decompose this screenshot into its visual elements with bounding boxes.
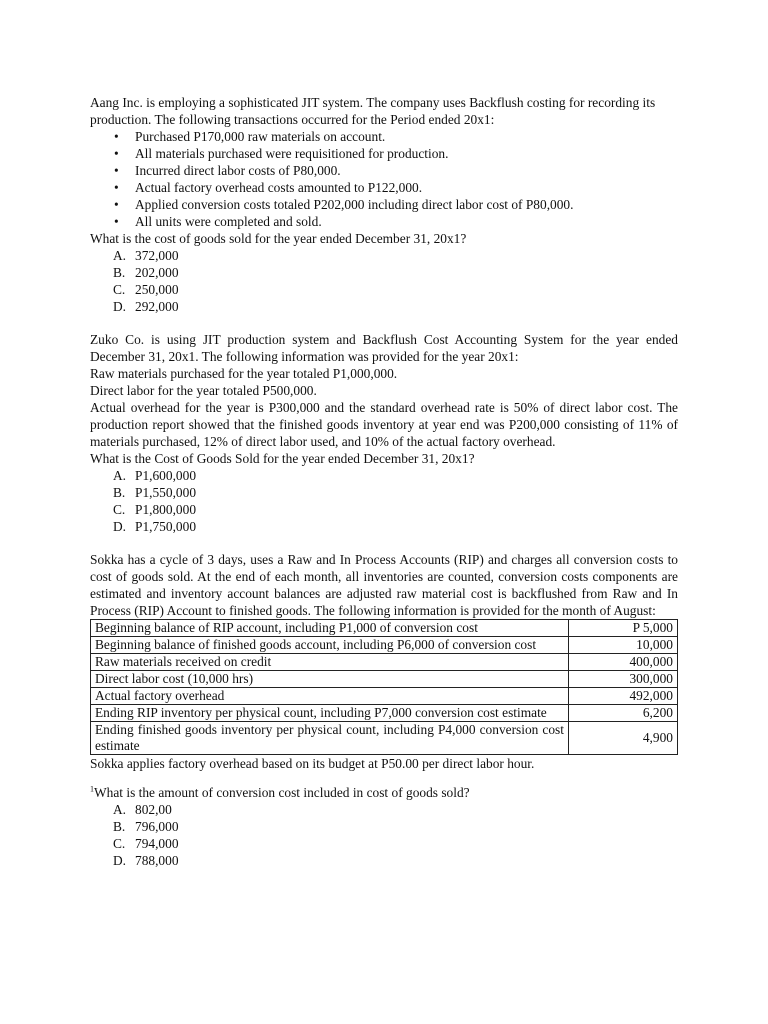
table-row: [91, 620, 678, 637]
footnote-marker: 1: [90, 784, 94, 794]
table-cell-label: Raw materials received on credit: [91, 654, 569, 671]
choice-text: P1,600,000: [135, 468, 197, 483]
choice-letter: B.: [113, 485, 126, 500]
choice-b: [90, 264, 678, 281]
choice-d: [90, 298, 678, 315]
choice-b: [90, 818, 678, 835]
choice-letter: C.: [113, 836, 126, 851]
q2-choices: [90, 467, 678, 535]
q3-choices: [90, 801, 678, 869]
list-item: • Actual factory overhead costs amounted to P122,000.: [90, 179, 678, 196]
list-item: • All materials purchased were requisitioned for production.: [90, 145, 678, 162]
table-cell-label: Ending RIP inventory per physical count, including P7,000 conversion cost estimate: [91, 705, 569, 722]
table-row: [91, 654, 678, 671]
table-cell-amount: 10,000: [569, 637, 678, 654]
table-cell-label: Actual factory overhead: [91, 688, 569, 705]
table-cell-label: Ending finished goods inventory per physical count, including P4,000 conversion cost estimate: [91, 722, 569, 755]
spacer: [90, 535, 678, 551]
table-row: [91, 671, 678, 688]
choice-letter: A.: [113, 248, 127, 263]
q1-question: What is the cost of goods sold for the year ended December 31, 20x1?: [90, 231, 467, 246]
choice-letter: B.: [113, 265, 126, 280]
document-page: [90, 94, 678, 869]
choice-text: 202,000: [135, 265, 179, 280]
q2-intro: Zuko Co. is using JIT production system and Backflush Cost Accounting System for the year ended December 31, 20x1. The following information was provided for the year 20x1:: [90, 332, 678, 364]
table-cell-label: Beginning balance of RIP account, including P1,000 of conversion cost: [91, 620, 569, 637]
list-item: • Applied conversion costs totaled P202,000 including direct labor cost of P80,000.: [90, 196, 678, 213]
choice-letter: D.: [113, 299, 127, 314]
choice-a: [90, 467, 678, 484]
list-item: • All units were completed and sold.: [90, 213, 678, 230]
choice-text: 292,000: [135, 299, 179, 314]
list-item: • Purchased P170,000 raw materials on account.: [90, 128, 678, 145]
table-cell-amount: 4,900: [569, 722, 678, 755]
choice-letter: C.: [113, 502, 126, 517]
choice-text: P1,800,000: [135, 502, 197, 517]
q2-materials: Raw materials purchased for the year totaled P1,000,000.: [90, 366, 398, 381]
q1-transaction-list: [90, 128, 678, 230]
choice-letter: A.: [113, 468, 127, 483]
choice-d: [90, 518, 678, 535]
table-cell-amount: 400,000: [569, 654, 678, 671]
q3-intro: Sokka has a cycle of 3 days, uses a Raw and In Process Accounts (RIP) and charges all conversion costs to cost of goods sold. At the end of each month, all inventories are counted, conversion costs components are estimated and inventory account balances are adjusted raw material cost is backflushed from Raw and In Process (RIP) Account to finished goods. The following information is provided for the month of August:: [90, 552, 678, 618]
choice-a: [90, 247, 678, 264]
choice-c: [90, 835, 678, 852]
choice-text: 802,00: [135, 802, 172, 817]
choice-c: [90, 281, 678, 298]
table-cell-amount: P 5,000: [569, 620, 678, 637]
table-cell-label: Beginning balance of finished goods account, including P6,000 of conversion cost: [91, 637, 569, 654]
table-row: [91, 688, 678, 705]
spacer: [90, 315, 678, 331]
choice-b: [90, 484, 678, 501]
table-cell-label: Direct labor cost (10,000 hrs): [91, 671, 569, 688]
table-row: [91, 722, 678, 755]
choice-a: [90, 801, 678, 818]
q2-question: What is the Cost of Goods Sold for the year ended December 31, 20x1?: [90, 451, 475, 466]
table-row: [91, 637, 678, 654]
q3-data-table: [90, 619, 678, 755]
question-3: [90, 551, 678, 869]
table-cell-amount: 6,200: [569, 705, 678, 722]
question-2: [90, 331, 678, 535]
choice-letter: D.: [113, 519, 127, 534]
choice-text: 250,000: [135, 282, 179, 297]
choice-letter: A.: [113, 802, 127, 817]
choice-letter: B.: [113, 819, 126, 834]
q3-question-line: [90, 784, 678, 801]
choice-text: 372,000: [135, 248, 179, 263]
choice-letter: C.: [113, 282, 126, 297]
q3-question: What is the amount of conversion cost included in cost of goods sold?: [94, 785, 470, 800]
choice-text: 788,000: [135, 853, 179, 868]
choice-letter: D.: [113, 853, 127, 868]
choice-c: [90, 501, 678, 518]
choice-text: P1,550,000: [135, 485, 197, 500]
table-row: [91, 705, 678, 722]
choice-text: 796,000: [135, 819, 179, 834]
choice-text: 794,000: [135, 836, 179, 851]
q3-note: Sokka applies factory overhead based on its budget at P50.00 per direct labor hour.: [90, 756, 535, 771]
question-1: [90, 94, 678, 315]
q1-choices: [90, 247, 678, 315]
choice-text: P1,750,000: [135, 519, 197, 534]
table-cell-amount: 300,000: [569, 671, 678, 688]
list-item: • Incurred direct labor costs of P80,000.: [90, 162, 678, 179]
table-cell-amount: 492,000: [569, 688, 678, 705]
choice-d: [90, 852, 678, 869]
spacer: [90, 772, 678, 784]
q2-labor: Direct labor for the year totaled P500,000.: [90, 383, 317, 398]
q2-overhead: Actual overhead for the year is P300,000 and the standard overhead rate is 50% of direct labor cost. The production report showed that the finished goods inventory at year end was P200,000 consisting of 11% of materials purchased, 12% of direct labor used, and 10% of the actual factory overhead.: [90, 400, 678, 449]
q1-intro: Aang Inc. is employing a sophisticated JIT system. The company uses Backflush costing for recording its production. The following transactions occurred for the Period ended 20x1:: [90, 95, 656, 127]
